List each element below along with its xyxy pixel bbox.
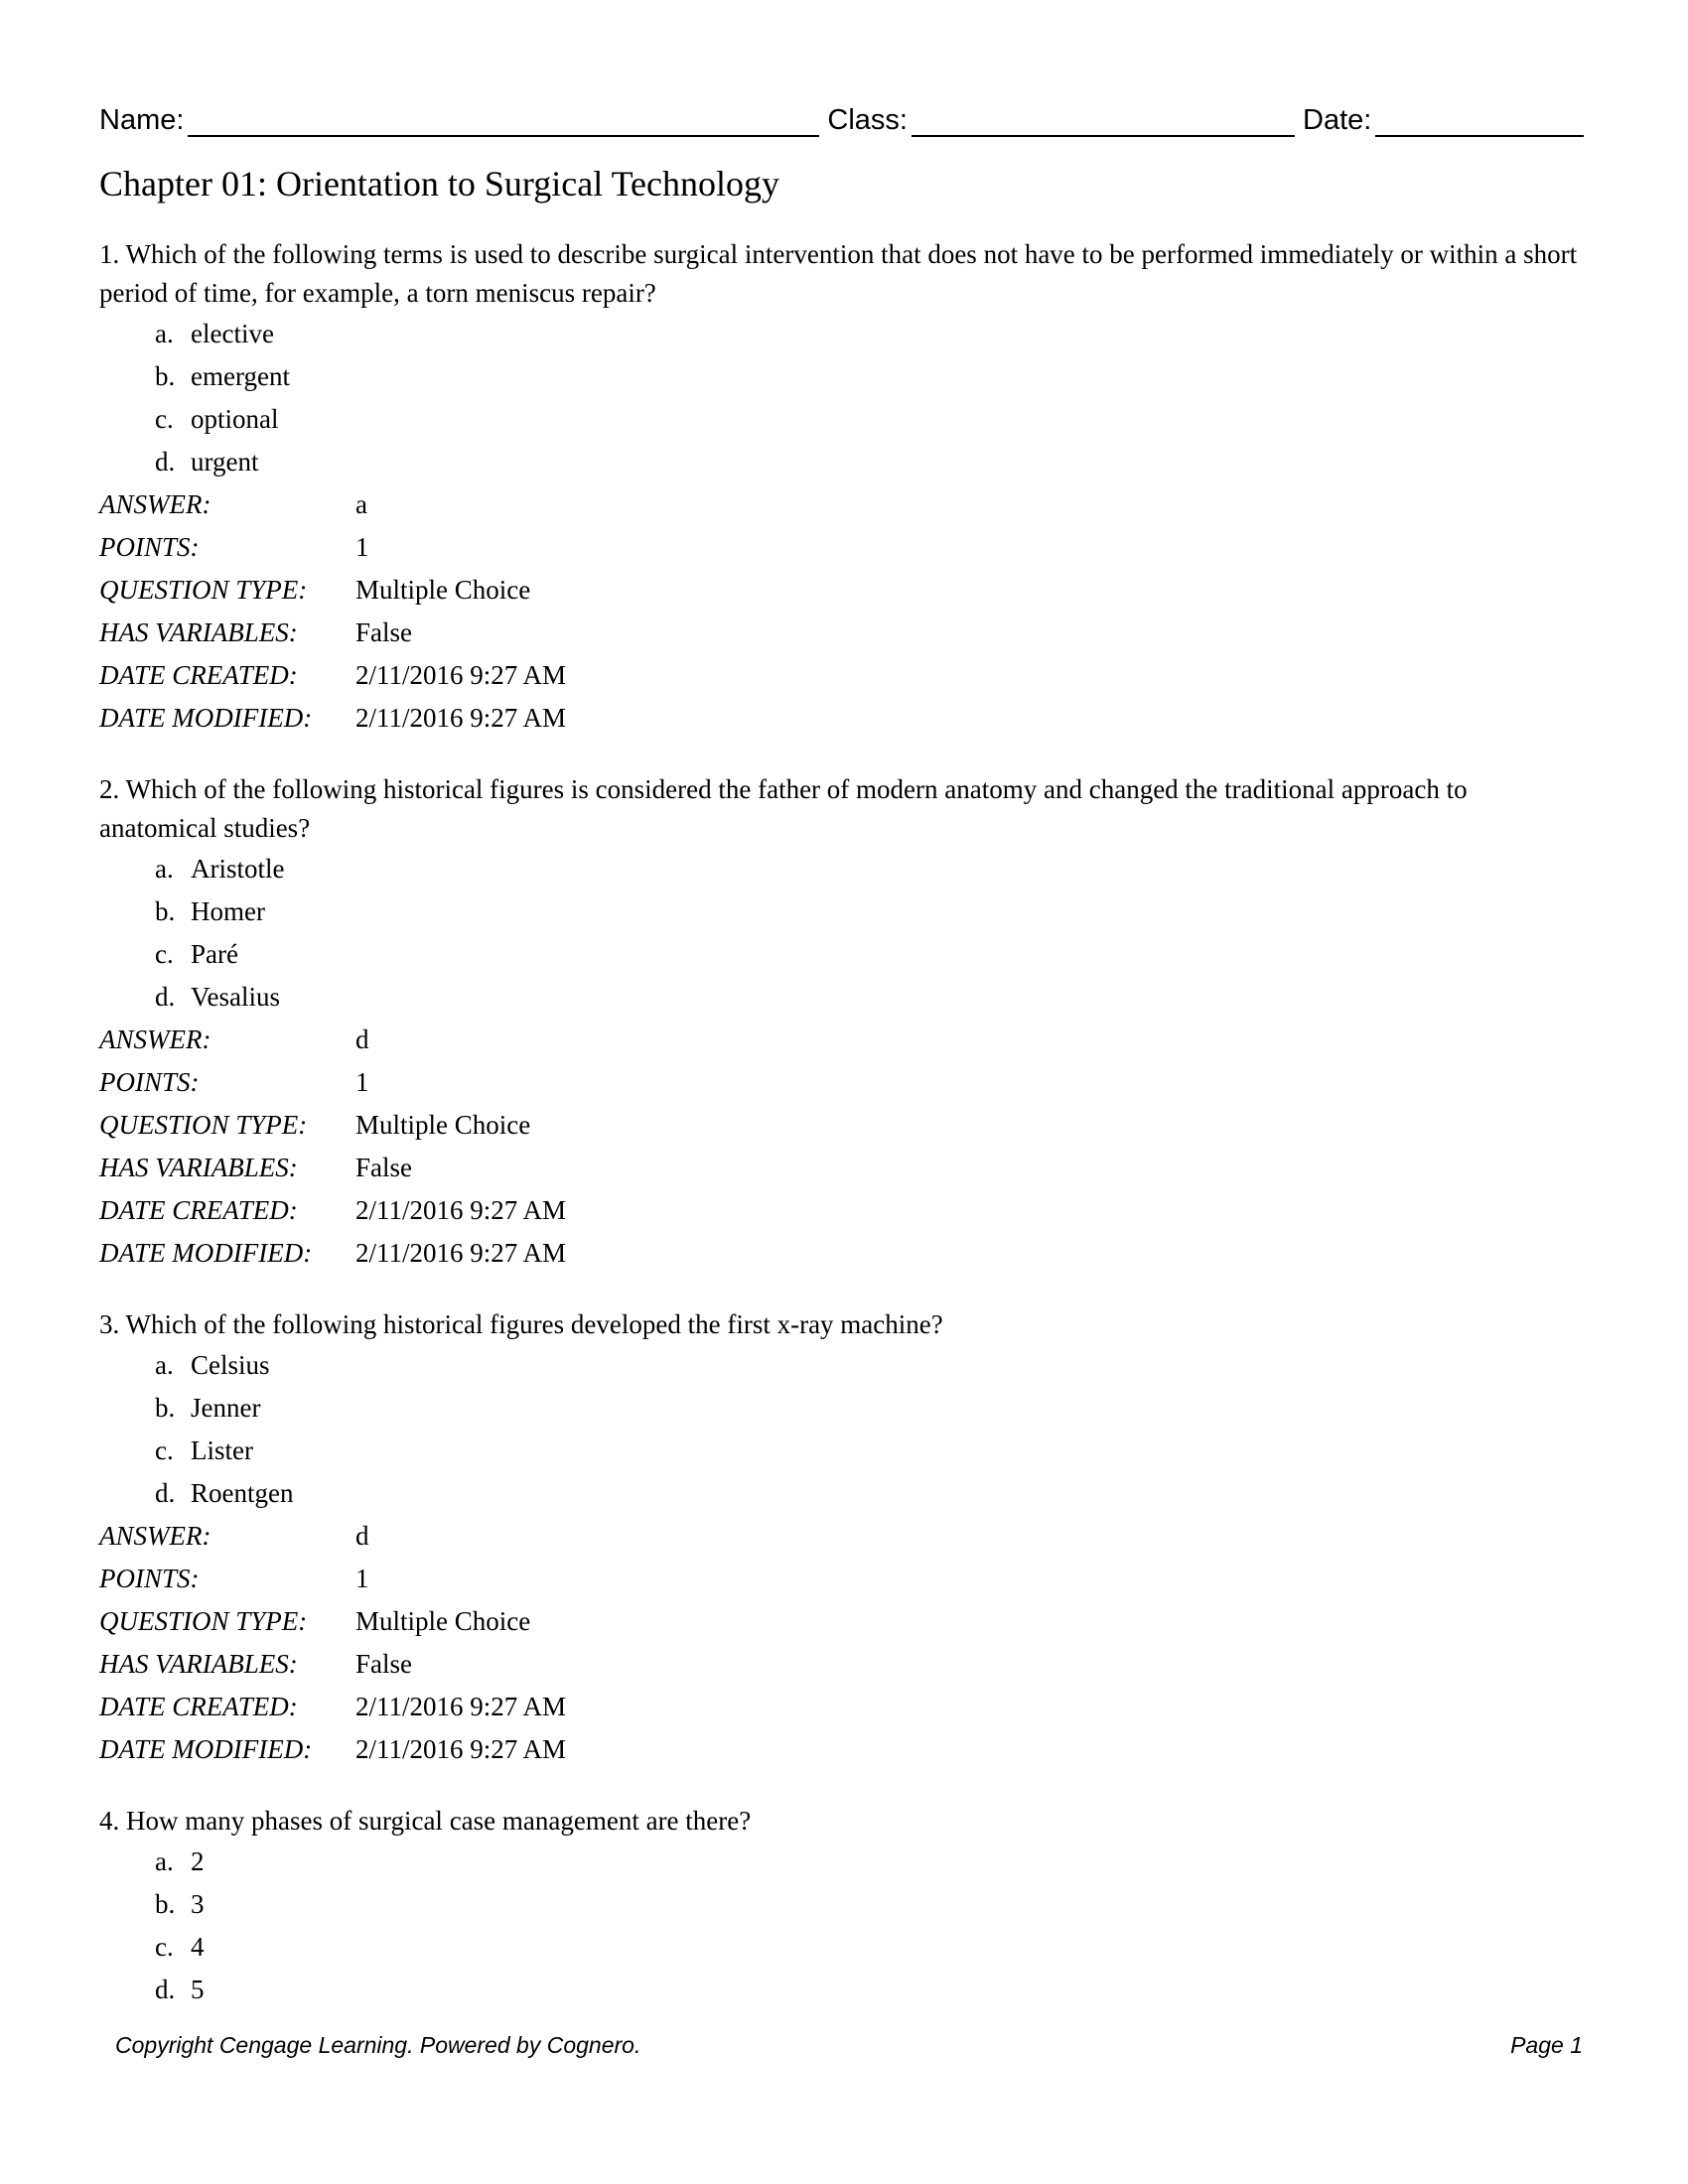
meta-label: ANSWER:	[99, 1521, 211, 1551]
meta-label: HAS VARIABLES:	[99, 1153, 298, 1182]
choice-text: urgent	[191, 447, 259, 477]
choice-letter: b.	[155, 361, 176, 391]
meta-label: ANSWER:	[99, 489, 211, 519]
meta-value: 2/11/2016 9:27 AM	[355, 1692, 567, 1721]
footer-copyright: Copyright Cengage Learning. Powered by Cognero.	[115, 2032, 641, 2058]
class-underline	[912, 101, 1295, 137]
meta-value: False	[355, 1153, 412, 1182]
question-4	[99, 1802, 1589, 2011]
meta-row	[99, 612, 1589, 654]
meta-block	[99, 1515, 1589, 1771]
meta-value: 2/11/2016 9:27 AM	[355, 1195, 567, 1225]
choice-text: Paré	[191, 939, 238, 969]
choice-letter: a.	[155, 319, 174, 348]
question-text	[99, 1305, 1589, 1344]
meta-value: Multiple Choice	[355, 1606, 531, 1636]
meta-row	[99, 1558, 1589, 1600]
meta-label: DATE CREATED:	[99, 660, 298, 690]
meta-value: 2/11/2016 9:27 AM	[355, 1238, 567, 1268]
meta-block	[99, 1019, 1589, 1275]
choice-letter: d.	[155, 1975, 176, 2004]
choice-row	[155, 1344, 1589, 1387]
choice-list	[155, 848, 1589, 1019]
choice-row	[155, 1926, 1589, 1969]
question-text	[99, 235, 1589, 313]
choice-text: elective	[191, 319, 274, 348]
choice-row	[155, 933, 1589, 976]
meta-label: QUESTION TYPE:	[99, 1606, 308, 1636]
meta-row	[99, 526, 1589, 569]
name-label: Name:	[99, 104, 185, 136]
question-body: Which of the following historical figures developed the first x-ray machine?	[125, 1309, 943, 1339]
choice-list	[155, 1841, 1589, 2011]
choice-letter: c.	[155, 404, 174, 434]
meta-row	[99, 1189, 1589, 1232]
name-underline	[188, 101, 819, 137]
question-number: 1.	[99, 239, 120, 269]
meta-value: 1	[355, 532, 369, 562]
meta-value: 1	[355, 1067, 369, 1097]
choice-letter: c.	[155, 939, 174, 969]
choice-row	[155, 313, 1589, 355]
choice-letter: a.	[155, 854, 174, 884]
choice-letter: d.	[155, 982, 176, 1012]
meta-value: 2/11/2016 9:27 AM	[355, 703, 567, 733]
choice-row	[155, 848, 1589, 890]
choice-letter: d.	[155, 1478, 176, 1508]
meta-label: DATE CREATED:	[99, 1195, 298, 1225]
question-body: How many phases of surgical case management are there?	[126, 1806, 752, 1836]
meta-label: POINTS:	[99, 532, 200, 562]
choice-text: emergent	[191, 361, 290, 391]
choice-row	[155, 355, 1589, 398]
question-list	[99, 235, 1589, 2011]
question-1	[99, 235, 1589, 740]
page-title: Chapter 01: Orientation to Surgical Technology	[99, 164, 780, 204]
choice-row	[155, 1883, 1589, 1926]
meta-label: HAS VARIABLES:	[99, 1649, 298, 1679]
meta-value: False	[355, 1649, 412, 1679]
meta-label: POINTS:	[99, 1564, 200, 1593]
meta-value: a	[355, 489, 367, 519]
class-label: Class:	[827, 104, 908, 136]
date-underline	[1375, 101, 1584, 137]
choice-text: 5	[191, 1975, 205, 2004]
choice-row	[155, 1969, 1589, 2011]
choice-text: 4	[191, 1932, 205, 1962]
meta-row	[99, 1643, 1589, 1686]
meta-label: DATE MODIFIED:	[99, 703, 313, 733]
meta-value: Multiple Choice	[355, 1110, 531, 1140]
meta-label: HAS VARIABLES:	[99, 617, 298, 647]
choice-text: Homer	[191, 896, 265, 926]
choice-text: Vesalius	[191, 982, 280, 1012]
choice-letter: c.	[155, 1435, 174, 1465]
date-label: Date:	[1303, 104, 1372, 136]
meta-row	[99, 483, 1589, 526]
meta-row	[99, 1061, 1589, 1104]
meta-label: QUESTION TYPE:	[99, 1110, 308, 1140]
question-text	[99, 1802, 1589, 1841]
meta-value: 1	[355, 1564, 369, 1593]
choice-letter: b.	[155, 1889, 176, 1919]
meta-label: DATE MODIFIED:	[99, 1238, 313, 1268]
meta-label: POINTS:	[99, 1067, 200, 1097]
question-body: Which of the following terms is used to describe surgical intervention that does not have to be performed immediately or within a short period of time, for example, a torn meniscus repair?	[99, 239, 1578, 308]
meta-block	[99, 483, 1589, 740]
choice-row	[155, 398, 1589, 441]
choice-row	[155, 1472, 1589, 1515]
choice-letter: b.	[155, 896, 176, 926]
meta-row	[99, 1515, 1589, 1558]
meta-label: DATE CREATED:	[99, 1692, 298, 1721]
question-number: 3.	[99, 1309, 120, 1339]
choice-letter: d.	[155, 447, 176, 477]
meta-row	[99, 1019, 1589, 1061]
footer-page-number: Page 1	[1510, 2032, 1583, 2058]
choice-row	[155, 1387, 1589, 1430]
question-number: 2.	[99, 774, 120, 804]
meta-row	[99, 1104, 1589, 1147]
choice-row	[155, 890, 1589, 933]
choice-text: Jenner	[191, 1393, 261, 1423]
meta-value: d	[355, 1521, 369, 1551]
footer	[115, 2031, 1583, 2059]
choice-text: 2	[191, 1846, 205, 1876]
meta-value: 2/11/2016 9:27 AM	[355, 1734, 567, 1764]
header	[99, 0, 1591, 137]
choice-list	[155, 1344, 1589, 1515]
meta-row	[99, 1686, 1589, 1728]
choice-text: optional	[191, 404, 279, 434]
choice-text: Aristotle	[191, 854, 285, 884]
meta-label: ANSWER:	[99, 1024, 211, 1054]
choice-row	[155, 1430, 1589, 1472]
meta-row	[99, 654, 1589, 697]
choice-text: Roentgen	[191, 1478, 294, 1508]
question-2	[99, 770, 1589, 1275]
meta-row	[99, 697, 1589, 740]
choice-row	[155, 1841, 1589, 1883]
question-3	[99, 1305, 1589, 1771]
meta-row	[99, 1600, 1589, 1643]
choice-letter: a.	[155, 1846, 174, 1876]
choice-text: Celsius	[191, 1350, 270, 1380]
meta-row	[99, 1728, 1589, 1771]
question-body: Which of the following historical figures is considered the father of modern anatomy and changed the traditional approach to anatomical studies?	[99, 774, 1468, 843]
question-text	[99, 770, 1589, 848]
choice-row	[155, 976, 1589, 1019]
meta-row	[99, 1232, 1589, 1275]
choice-letter: c.	[155, 1932, 174, 1962]
meta-label: QUESTION TYPE:	[99, 575, 308, 605]
choice-text: 3	[191, 1889, 205, 1919]
choice-letter: b.	[155, 1393, 176, 1423]
choice-row	[155, 441, 1589, 483]
question-number: 4.	[99, 1806, 120, 1836]
meta-value: 2/11/2016 9:27 AM	[355, 660, 567, 690]
meta-value: False	[355, 617, 412, 647]
meta-row	[99, 1147, 1589, 1189]
meta-value: d	[355, 1024, 369, 1054]
meta-row	[99, 569, 1589, 612]
choice-letter: a.	[155, 1350, 174, 1380]
meta-label: DATE MODIFIED:	[99, 1734, 313, 1764]
choice-text: Lister	[191, 1435, 253, 1465]
choice-list	[155, 313, 1589, 483]
meta-value: Multiple Choice	[355, 575, 531, 605]
